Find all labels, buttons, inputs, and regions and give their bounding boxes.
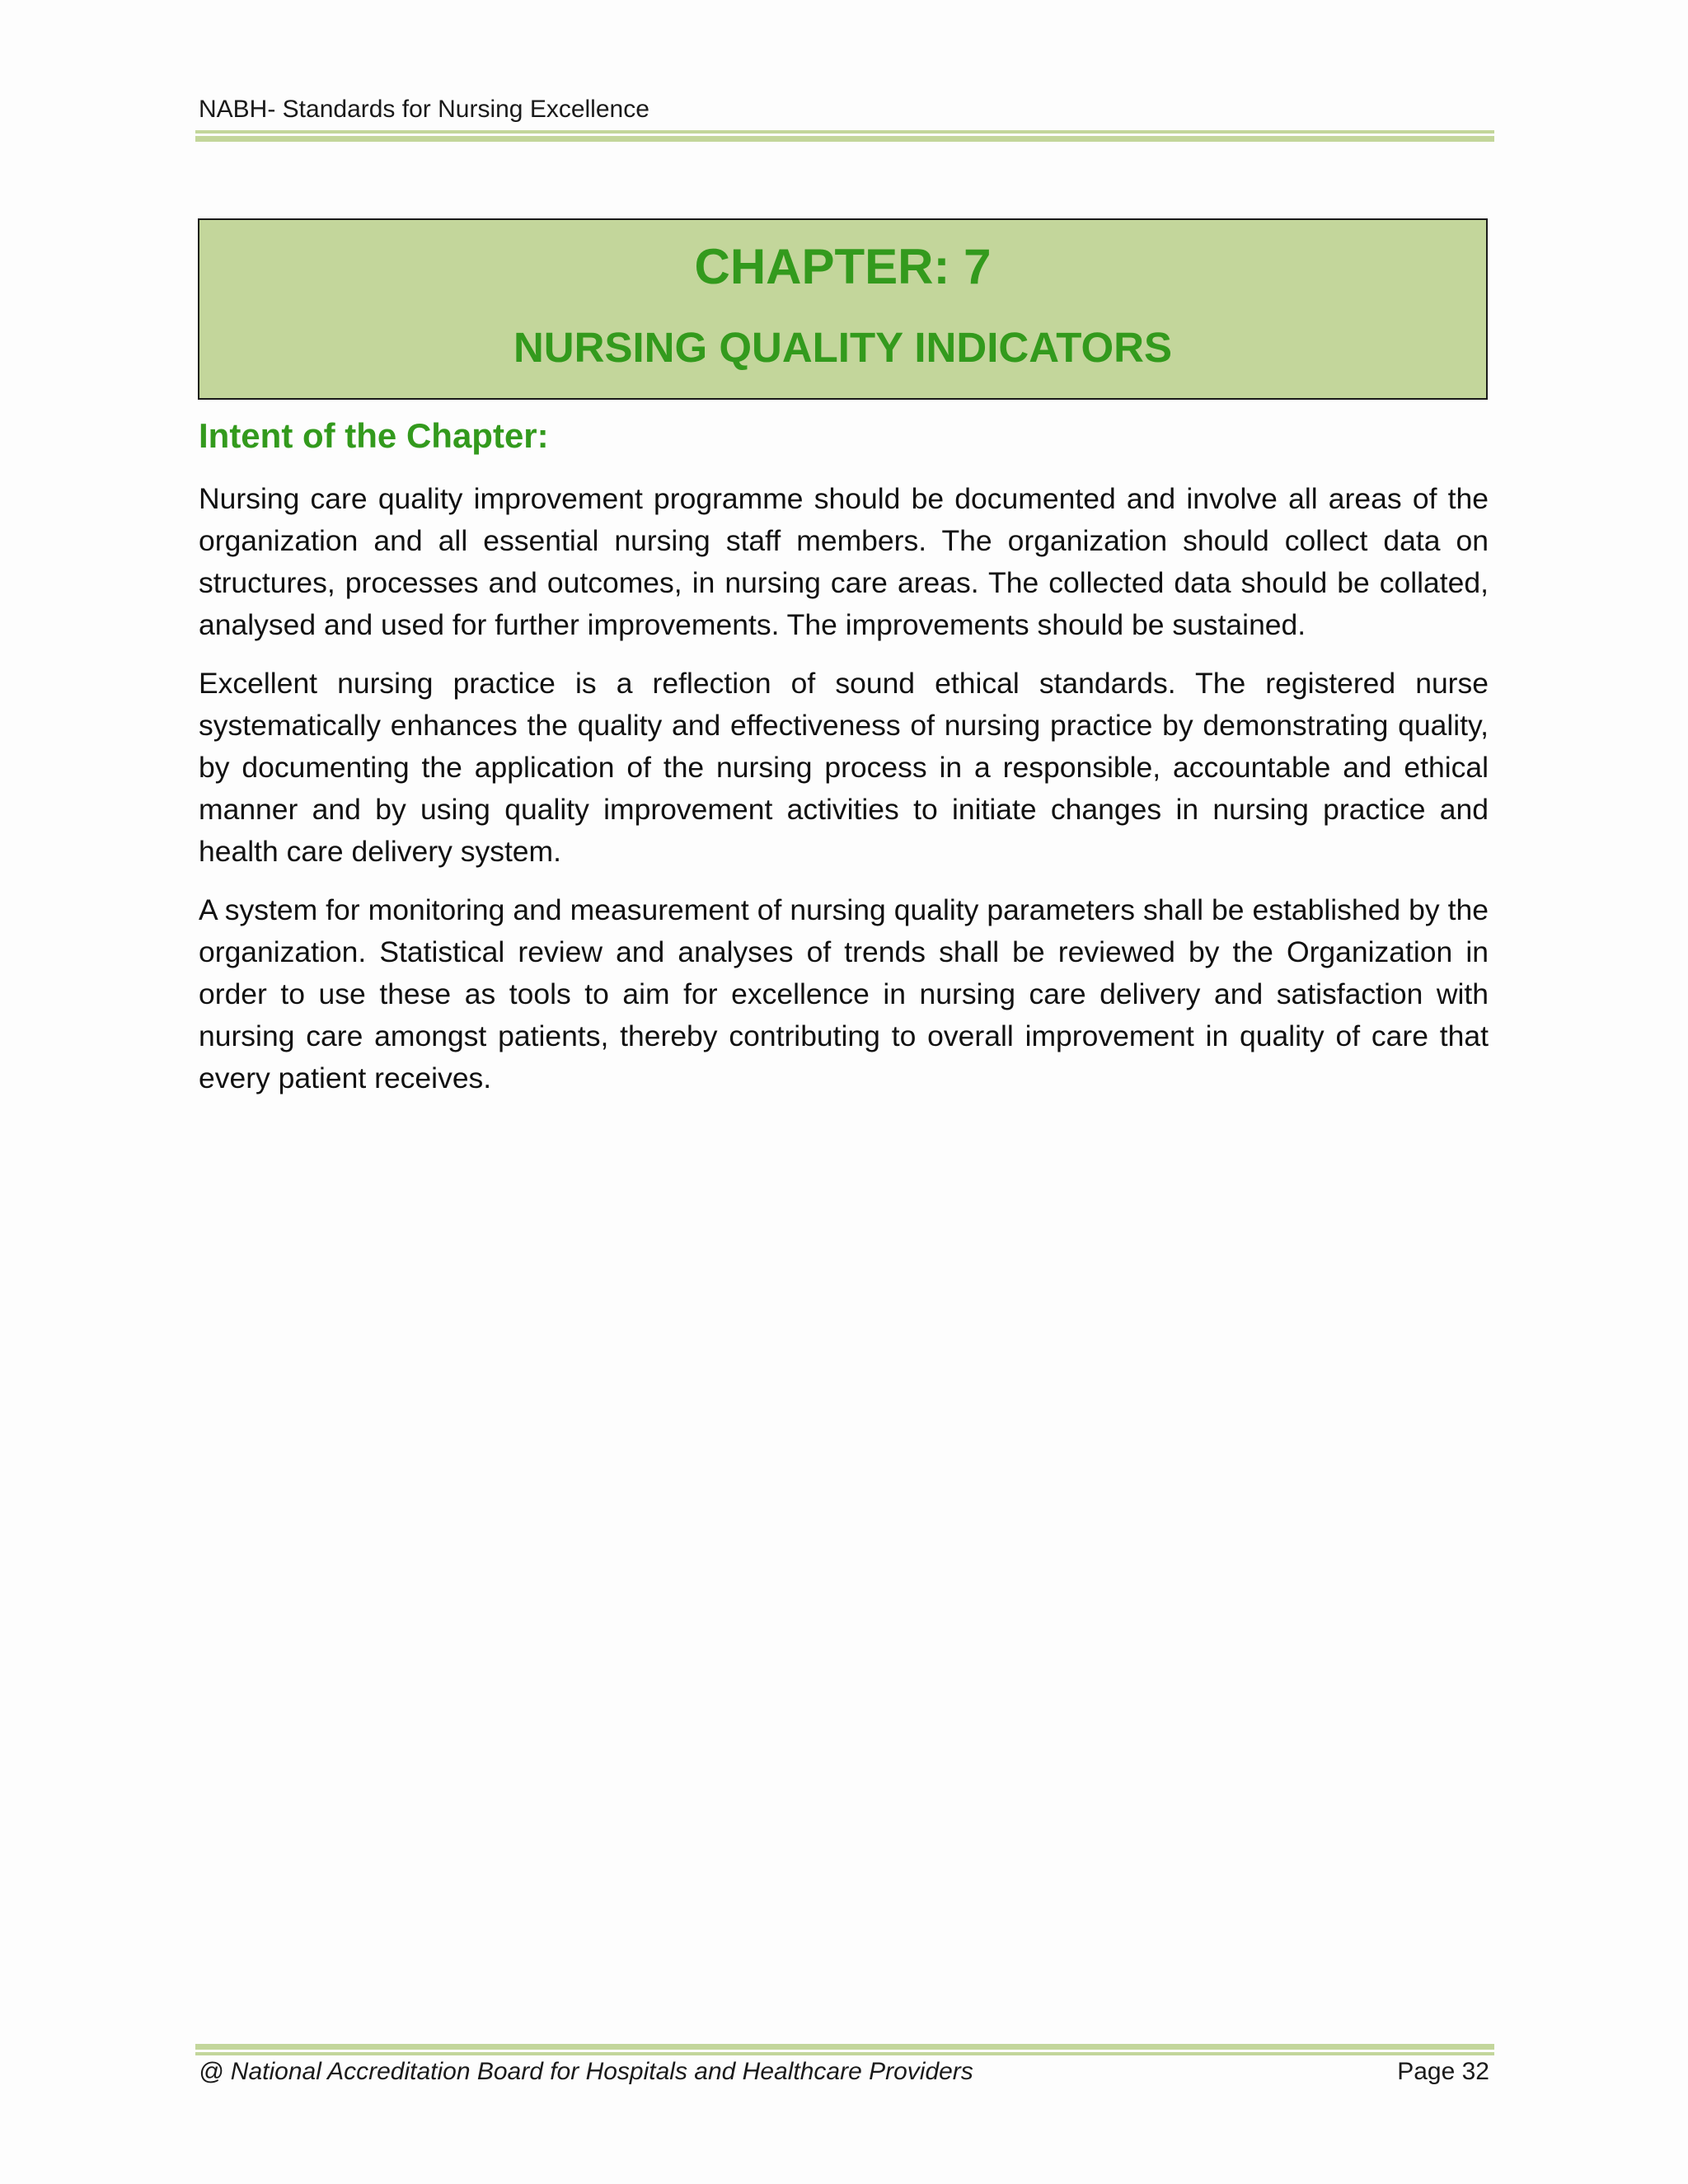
chapter-banner <box>198 218 1488 400</box>
footer-copyright: @ National Accreditation Board for Hospitals and Healthcare Providers <box>199 2058 973 2085</box>
running-header: NABH- Standards for Nursing Excellence <box>199 96 649 123</box>
footer-rule <box>195 2044 1494 2055</box>
paragraph: Excellent nursing practice is a reflection of sound ethical standards. The registered nurse systematically enhances the quality and effectiveness of nursing practice by demonstrating quality, by documenting the application of the nursing process in a responsible, accountable and ethical manner and by using quality improvement activities to initiate changes in nursing practice and health care delivery system. <box>199 667 1489 868</box>
page-number: Page 32 <box>1397 2058 1489 2085</box>
paragraph: Nursing care quality improvement programme should be documented and involve all areas of the organization and all essential nursing staff members. The organization should collect data on structures, processes and outcomes, in nursing care areas. The collected data should be collated, analysed and used for further improvements. The improvements should be sustained. <box>199 482 1489 641</box>
header-rule <box>195 130 1494 142</box>
body-text <box>199 478 1489 1116</box>
chapter-title: NURSING QUALITY INDICATORS <box>513 324 1173 371</box>
paragraph: A system for monitoring and measurement of nursing quality parameters shall be established by the organization. Statistical review and analyses of trends shall be reviewed by the Organization in order to use these as tools to aim for excellence in nursing care delivery and satisfaction with nursing care amongst patients, thereby contributing to overall improvement in quality of care that every patient receives. <box>199 893 1489 1094</box>
chapter-number: CHAPTER: 7 <box>694 239 992 294</box>
section-heading: Intent of the Chapter: <box>199 416 549 455</box>
